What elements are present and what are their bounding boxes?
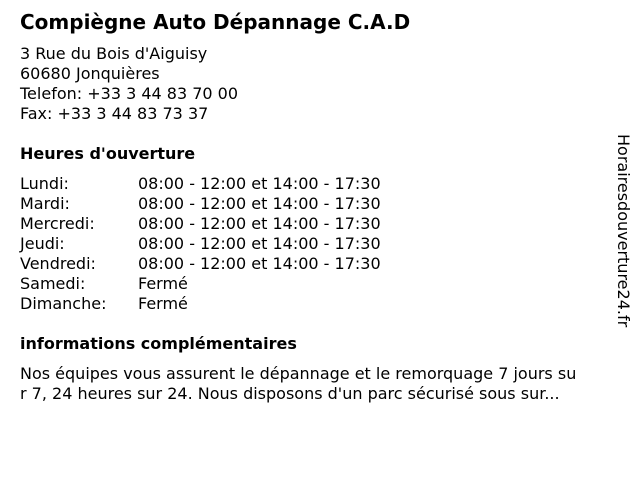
info-line: Nos équipes vous assurent le dépannage et le remorquage 7 jours su	[20, 364, 577, 383]
fax-number: Fax: +33 3 44 83 73 37	[20, 104, 209, 123]
hours-heading: Heures d'ouverture	[20, 144, 196, 163]
info-line: r 7, 24 heures sur 24. Nous disposons d'un parc sécurisé sous sur...	[20, 384, 560, 403]
day-label: Mercredi:	[20, 214, 95, 233]
day-label: Samedi:	[20, 274, 86, 293]
address-city: 60680 Jonquières	[20, 64, 160, 83]
address-block	[20, 44, 238, 124]
business-name: Compiègne Auto Dépannage C.A.D	[20, 10, 411, 34]
day-label: Lundi:	[20, 174, 69, 193]
day-label: Vendredi:	[20, 254, 96, 273]
day-hours: 08:00 - 12:00 et 14:00 - 17:30	[138, 214, 381, 233]
day-hours: 08:00 - 12:00 et 14:00 - 17:30	[138, 194, 381, 213]
day-hours: 08:00 - 12:00 et 14:00 - 17:30	[138, 174, 381, 193]
day-hours: 08:00 - 12:00 et 14:00 - 17:30	[138, 234, 381, 253]
phone-number: Telefon: +33 3 44 83 70 00	[20, 84, 239, 103]
day-label: Dimanche:	[20, 294, 107, 313]
day-hours: Fermé	[138, 274, 188, 293]
day-label: Mardi:	[20, 194, 70, 213]
info-heading: informations complémentaires	[20, 334, 297, 353]
day-hours: Fermé	[138, 294, 188, 313]
day-hours: 08:00 - 12:00 et 14:00 - 17:30	[138, 254, 381, 273]
day-label: Jeudi:	[20, 234, 65, 253]
info-description	[20, 364, 626, 404]
site-watermark: Horairesdouverture24.fr	[614, 134, 633, 328]
address-street: 3 Rue du Bois d'Aiguisy	[20, 44, 208, 63]
